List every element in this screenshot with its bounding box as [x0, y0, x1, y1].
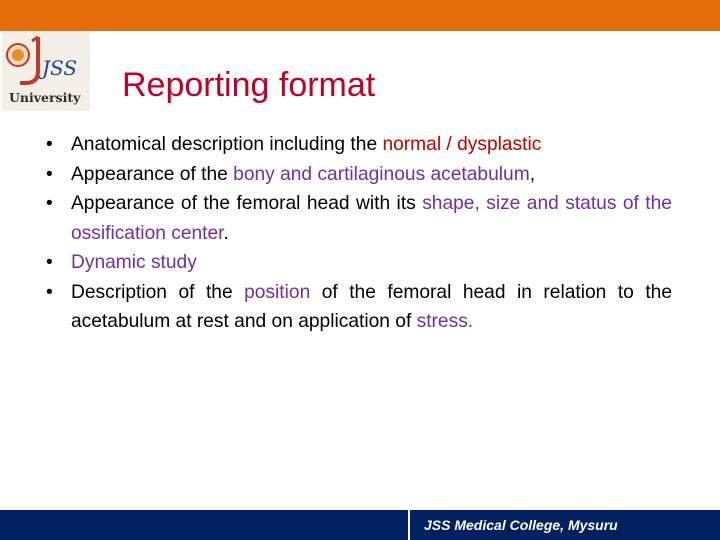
top-orange-bar [0, 0, 720, 31]
logo-caption-text: University [9, 90, 81, 105]
bullet-text-segment: , [529, 163, 536, 185]
bullet-text-segment: of the femoral head in relation to the acetabulum at rest and on application of [71, 281, 672, 332]
footer-text: JSS Medical College, Mysuru [424, 517, 618, 533]
jss-university-logo-icon [2, 31, 90, 111]
bullet-item [46, 278, 672, 337]
bullet-item [46, 160, 672, 190]
slide-title: Reporting format [122, 66, 376, 104]
bullet-text-segment: Dynamic study [71, 252, 197, 273]
bullet-text-segment: shape, size and status of the ossification center [71, 193, 672, 244]
bottom-navy-bar [0, 510, 720, 540]
jss-university-logo [2, 31, 90, 111]
bullet-text-segment: Description of the [71, 281, 245, 303]
bullet-item [46, 189, 672, 248]
bullet-dot: • [46, 134, 53, 155]
bullet-dot: • [46, 193, 53, 214]
bullet-text-segment: position [244, 281, 311, 303]
footer-divider [408, 510, 410, 540]
bullet-dot: • [46, 252, 53, 273]
bullet-text-segment: . [223, 222, 229, 244]
bullet-text-segment: bony and cartilaginous acetabulum [233, 163, 530, 185]
bullet-item [46, 248, 672, 278]
bullet-dot: • [46, 281, 53, 303]
bullet-text-segment: normal / dysplastic [382, 134, 542, 155]
bullet-list [46, 130, 672, 337]
bullet-item [46, 130, 672, 160]
bullet-text-segment: Anatomical description including the [71, 134, 383, 155]
bullet-text-segment: stress. [416, 311, 474, 332]
bullet-dot: • [46, 163, 53, 185]
bullet-text-segment: Appearance of the femoral head with its [71, 193, 423, 214]
bullet-text-segment: Appearance of the [71, 163, 234, 185]
logo-mark-text: JSS [42, 56, 78, 80]
